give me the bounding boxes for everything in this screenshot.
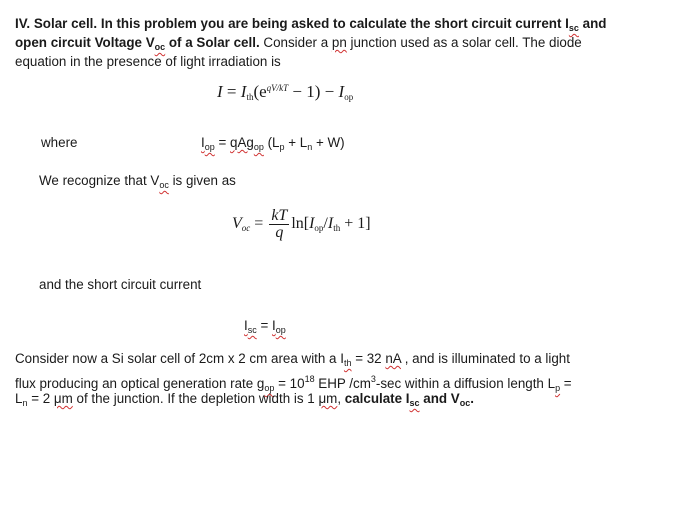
ln-subscript: n [307,142,313,152]
solar-cell-text: of a Solar cell. [165,35,260,50]
consider-l3-eq: = 2 [27,391,54,406]
problem-line1-end: and [578,16,607,31]
recognize-end: is given as [168,173,236,188]
consider-l2-diff: -sec within a diffusion length L [375,376,556,391]
consider-l3-text: of the junction. If the depletion width is 1 [72,391,319,406]
consider-text: Consider a [259,35,332,50]
consider-l2-end: = [560,376,572,391]
and-v-text: and V [419,391,460,406]
calculate-text: calculate I [344,391,410,406]
iop-subscript: op [204,142,215,152]
consider-l2-text: flux producing an optical generation rate g [15,376,265,391]
iop-equals: = [214,135,231,150]
w-close: + W) [312,135,345,150]
consider-l2-eq: = 10 [274,376,305,391]
qag-text: qAg [230,135,254,150]
q-text: q [275,224,284,241]
eq2-Ith: I [327,215,334,233]
where-label: where [41,135,78,150]
lp-diff-subscript: p [555,383,561,393]
lp-subscript: p [279,142,285,152]
consider-l1-end: , and is illuminated to a light [401,351,570,366]
na-unit: nA [385,351,401,366]
eq2-plus: + 1] [340,215,371,233]
eq2-op-subscript: op [314,223,324,234]
eq2-V: V [232,215,242,233]
eq1-Ith: I [240,82,247,101]
kt-over-q-fraction [269,208,289,241]
problem-title: IV. Solar cell. In this problem you are being asked to calculate the short circuit current I [15,16,569,31]
problem-line-3: equation in the presence of light irradiation is [15,54,281,69]
voc-text: open circuit Voltage V [15,35,155,50]
exponent-3: 3 [370,374,376,384]
eq1-I: I [217,82,223,101]
iop-I: I [201,135,205,150]
iop-rhs-I: I [272,318,276,333]
ln-l3-subscript: n [22,398,28,408]
eq2-equals: = [250,215,268,233]
eq2-th-subscript: th [333,223,341,234]
consider-l1-eq: = 32 [351,351,386,366]
eq1-equals: = [222,82,241,101]
kt-text: kT [271,207,288,224]
final-period: . [470,391,474,406]
calc-voc-subscript: oc [459,398,471,408]
isc-eq-subscript: sc [247,325,257,335]
eq2-slash: / [323,215,328,233]
eq2-oc-subscript: oc [241,223,251,234]
recognize-oc-subscript: oc [159,180,169,190]
um-unit: μm [53,391,73,406]
eq2-ln: ln[ [291,215,310,233]
ln-plus: + L [284,135,308,150]
consider-line-1 [15,350,570,372]
voc-equation [232,208,371,241]
recognize-line [39,172,236,194]
isc-subscript: sc [568,23,579,33]
um-unit-2: μm [318,391,338,406]
pn-text: pn [331,35,347,50]
fraction-denominator [269,225,289,241]
consider-line-3 [15,390,474,412]
isc-equals: = [256,318,272,333]
diode-text: junction used as a solar cell. The diode [346,35,582,50]
diode-equation [217,82,353,102]
exponent-18: 18 [304,374,315,384]
consider-l2-unit: EHP /cm [314,376,371,391]
recognize-text: We recognize that V [39,173,160,188]
ith-subscript: th [343,358,352,368]
gop-rate-subscript: op [264,383,275,393]
lp-open: (L [263,135,280,150]
eq2-Iop: I [309,215,315,233]
iop-definition [201,134,345,156]
eq1-tail: − 1) − [288,82,339,101]
eq1-exponent: qV/kT [266,83,289,93]
short-circuit-label: and the short circuit current [39,277,202,292]
eq1-th-subscript: th [246,92,254,102]
eq1-Iop: I [338,82,345,101]
isc-equation [244,317,286,339]
gop-subscript: op [253,142,264,152]
voc-subscript: oc [154,42,166,52]
eq1-op-subscript: op [344,92,354,102]
isc-I: I [244,318,248,333]
fraction-numerator [269,208,289,225]
consider-l3-L: L [15,391,23,406]
consider-l1-text: Consider now a Si solar cell of 2cm x 2 cm area with a I [15,351,344,366]
calc-isc-subscript: sc [409,398,420,408]
iop-rhs-subscript: op [275,325,286,335]
eq1-paren-e: (e [253,82,267,101]
consider-l3-comma: , [337,391,345,406]
